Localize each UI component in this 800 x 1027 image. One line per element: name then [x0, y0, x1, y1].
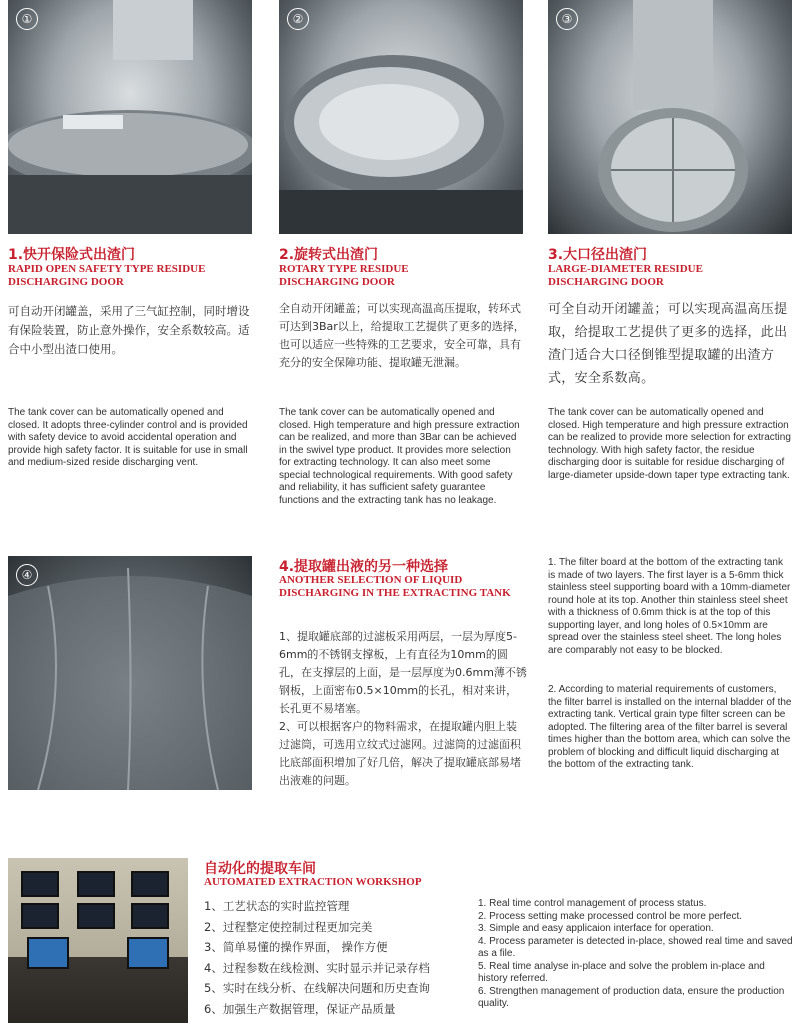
feature-item-cn: 2、过程整定使控制过程更加完美 — [204, 919, 373, 934]
section-number-badge: ③ — [556, 8, 578, 30]
workshop-features-cn — [204, 896, 468, 1019]
section-3-title-en-line1: LARGE-DIAMETER RESIDUE — [548, 263, 703, 275]
section-3-body-cn: 可全自动开闭罐盖；可以实现高温高压提取，给提取工艺提供了更多的选择，此出渣门适合大口径倒锥型提取罐的出渣方式，安全系数高。 — [548, 302, 788, 386]
section-4-title-en-line2: DISCHARGING IN THE EXTRACTING TANK — [279, 587, 511, 599]
door-illustration — [279, 0, 523, 234]
section-3-body-en: The tank cover can be automatically opened and closed. High temperature and high pressure extraction can be realized to provide more selection for extracting technology. With high safety factor, the residue discharging door is suitable for residue discharging of large-diameter upside-down taper type extracting tank. — [548, 407, 791, 481]
section-number-badge: ② — [287, 8, 309, 30]
section-1-title-en-line2: DISCHARGING DOOR — [8, 276, 124, 288]
section-2-title-cn: 2.旋转式出渣门 — [279, 247, 379, 263]
photo-large-diameter-door — [548, 0, 792, 234]
section-1-body-cn: 可自动开闭罐盖，采用了三气缸控制，同时增设有保险装置，防止意外操作，安全系数较高。适合中小型出渣口使用。 — [8, 304, 250, 356]
feature-item-cn: 4、过程参数在线检测、实时显示并记录存档 — [204, 960, 430, 975]
section-4-body-cn-1: 1、提取罐底部的过滤板采用两层，一层为厚度5-6mm的不锈钢支撑板，上有直径为10mm的圆孔，在支撑层的上面，是一层厚度为0.6mm薄不锈钢板，上面密布0.5×10mm的长孔，相对来讲，长孔更不易堵塞。 — [279, 630, 527, 715]
feature-item-en: 4. Process parameter is detected in-place, showed real time and saved as a file. — [478, 935, 793, 959]
perforated-plate-illustration — [8, 556, 252, 790]
feature-item-cn: 3、简单易懂的操作界面， 操作方便 — [204, 940, 388, 954]
section-4-title-cn: 4.提取罐出液的另一种选择 — [279, 559, 449, 575]
photo-rapid-open-door — [8, 0, 252, 234]
feature-item-en: 3. Simple and easy applicaion interface for operation. — [478, 923, 714, 934]
section-2-title-en-line2: DISCHARGING DOOR — [279, 276, 395, 288]
feature-item-en: 1. Real time control management of process status. — [478, 898, 707, 909]
monitor-wall-illustration — [8, 858, 188, 1023]
section-number-badge: ④ — [16, 564, 38, 586]
section-4-body-cn-2: 2、可以根据客户的物料需求，在提取罐内胆上装过滤筒，可选用立纹式过滤网。过滤筒的过滤面积比底部面积增加了好几倍，解决了提取罐底部易堵出液难的问题。 — [279, 720, 521, 787]
door-illustration — [548, 0, 792, 234]
section-number-badge: ① — [16, 8, 38, 30]
tank-illustration — [8, 0, 252, 234]
feature-item-en: 5. Real time analyse in-place and solve the problem in-place and history referred. — [478, 960, 765, 984]
feature-item-cn: 6、加强生产数据管理，保证产品质量 — [204, 1001, 396, 1016]
section-2-body-en: The tank cover can be automatically opened and closed. High temperature and high pressure extraction can be realized, and more than 3Bar can be achieved in the swivel type product. It provides more selection for extracting technology. It can also meet some special technological requirements. With good safety and reliability, it has sufficient safety guarantee functions and the extracting tank has no leakage. — [279, 407, 520, 506]
section-2-body-cn: 全自动开闭罐盖；可以实现高温高压提取，转环式可达到3Bar以上，给提取工艺提供了更多的选择，也可以适应一些特殊的工艺要求，安全可靠，具有充分的安全保障功能、提取罐无泄漏。 — [279, 302, 525, 369]
feature-item-cn: 5、实时在线分析、在线解决问题和历史查询 — [204, 981, 430, 995]
feature-item-en: 6. Strengthen management of production data, ensure the production quality. — [478, 985, 785, 1009]
section-1-title-cn: 1.快开保险式出渣门 — [8, 247, 136, 263]
workshop-features-en — [478, 898, 794, 1011]
feature-item-en: 2. Process setting make processed control be more perfect. — [478, 910, 743, 922]
photo-control-room — [8, 858, 188, 1023]
photo-filter-barrel — [8, 556, 252, 790]
workshop-title-cn: 自动化的提取车间 — [204, 861, 316, 877]
section-2-title-en-line1: ROTARY TYPE RESIDUE — [279, 263, 409, 275]
section-1-title-en-line1: RAPID OPEN SAFETY TYPE RESIDUE — [8, 263, 206, 275]
workshop-title-en: AUTOMATED EXTRACTION WORKSHOP — [204, 876, 422, 888]
section-3-title-cn: 3.大口径出渣门 — [548, 247, 648, 263]
feature-item-cn: 1、工艺状态的实时监控管理 — [204, 899, 350, 913]
section-4-body-en-1: 1. The filter board at the bottom of the extracting tank is made of two layers. The first layer is a 5-6mm thick stainless steel supporting board with a 10mm-diameter round hole at its top. Another thin stainless steel sheet with a thickness of 0.6mm thick is at the top of this supporting layer, and long holes of 0.5×10mm are spread over the stainless steel sheet. The long holes are comparably not easy to be blocked. — [548, 557, 791, 656]
section-4-title-en-line1: ANOTHER SELECTION OF LIQUID — [279, 574, 463, 586]
section-1-body-en: The tank cover can be automatically opened and closed. It adopts three-cylinder control and is provided with safety device to avoid accidental operation and provide high safety factor. It is suitable for use in small and medium-sized reside discharging vent. — [8, 407, 248, 468]
section-3-title-en-line2: DISCHARGING DOOR — [548, 276, 664, 288]
section-4-body-en-2: 2. According to material requirements of customers, the filter barrel is installed on the internal bladder of the extracting tank. Vertical grain type filter screen can be adopted. The filtering area of the filter barrel is several times higher than the bottom area, which can solve the problem of blocking and difficult liquid discharging at the bottom of the extracting tank. — [548, 684, 792, 770]
photo-rotary-door — [279, 0, 523, 234]
